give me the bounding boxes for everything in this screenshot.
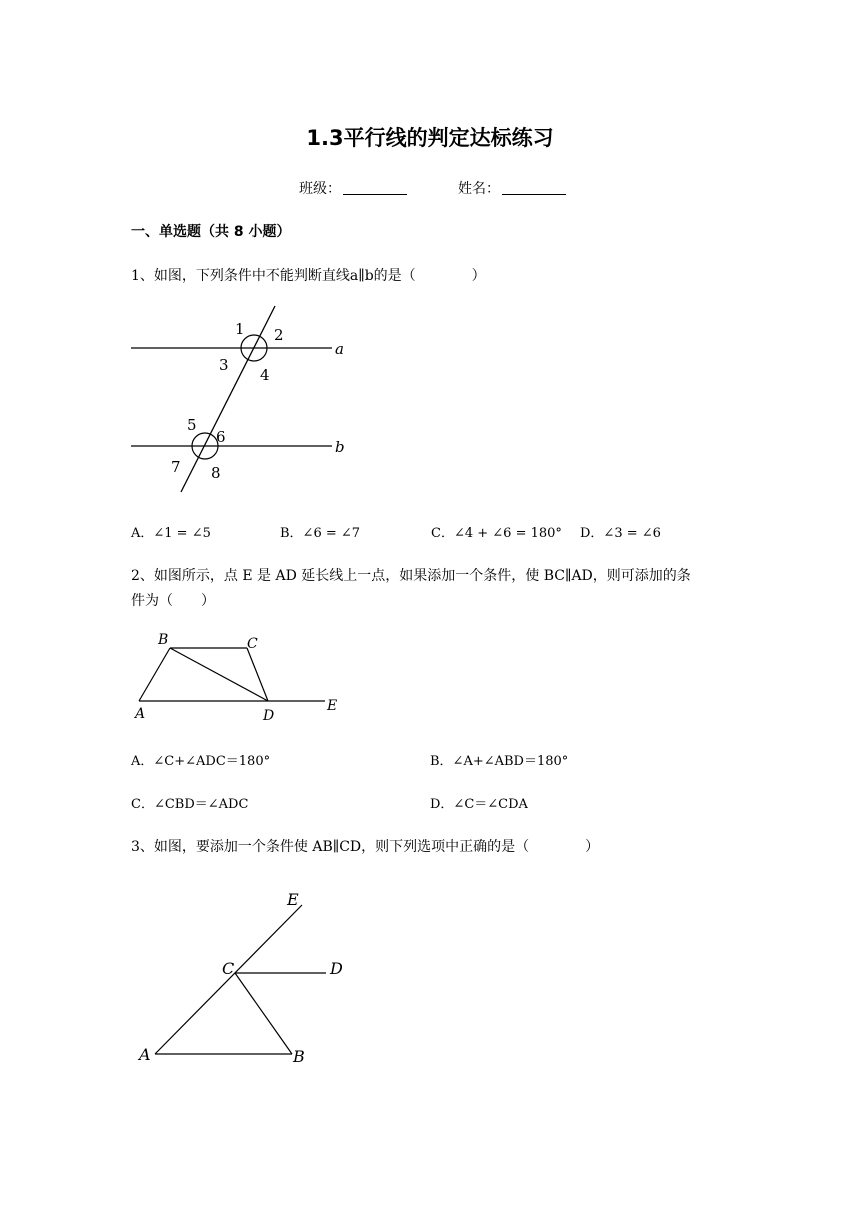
point-label-b: B (293, 1047, 305, 1066)
question-2-option-c[interactable]: C．∠CBD＝∠ADC (131, 797, 249, 812)
point-label-c: C (247, 636, 258, 652)
question-1-option-b[interactable]: B．∠6 = ∠7 (280, 526, 361, 541)
page-title: 1.3平行线的判定达标练习 (306, 126, 554, 150)
point-label-b: B (158, 632, 169, 648)
class-blank[interactable] (343, 180, 407, 195)
question-2-option-d[interactable]: D．∠C＝∠CDA (430, 797, 528, 812)
transversal (181, 306, 275, 492)
question-1-option-a[interactable]: A．∠1 = ∠5 (131, 526, 211, 541)
question-1-option-c[interactable]: C．∠4 + ∠6 = 180° (431, 526, 562, 541)
angle-label-3: 3 (219, 356, 229, 374)
question-2-stem-line-1: 2、如图所示，点 E 是 AD 延长线上一点，如果添加一个条件，使 BC∥AD，则可添加的条 (131, 568, 691, 584)
class-label: 班级： (299, 181, 341, 197)
angle-label-2: 2 (274, 326, 284, 344)
question-2-stem-line-2: 件为（ ） (131, 593, 215, 609)
name-field (458, 178, 566, 198)
point-label-d: D (263, 708, 275, 724)
angle-label-5: 5 (187, 416, 197, 434)
question-1-option-d[interactable]: D．∠3 = ∠6 (580, 526, 661, 541)
question-2-figure (125, 628, 355, 728)
name-blank[interactable] (502, 180, 566, 195)
point-label-e: E (327, 698, 338, 714)
line-label-b: b (335, 438, 345, 456)
point-label-e: E (287, 890, 299, 909)
line-label-a: a (335, 340, 344, 358)
name-label: 姓名： (458, 181, 500, 197)
question-2-option-b[interactable]: B．∠A+∠ABD＝180° (430, 754, 569, 769)
point-label-a: A (139, 1045, 151, 1064)
angle-label-7: 7 (171, 458, 181, 476)
question-2-option-a[interactable]: A．∠C+∠ADC＝180° (131, 754, 271, 769)
question-1-stem: 1、如图，下列条件中不能判断直线a∥b的是（ ） (131, 268, 486, 284)
point-label-d: D (330, 959, 343, 978)
question-3-stem: 3、如图，要添加一个条件使 AB∥CD，则下列选项中正确的是（ ） (131, 839, 600, 855)
angle-label-4: 4 (260, 366, 270, 384)
question-3-figure (125, 880, 365, 1080)
question-1-figure (125, 300, 365, 500)
point-label-c: C (222, 959, 235, 978)
angle-label-6: 6 (216, 428, 226, 446)
class-field (299, 178, 407, 198)
angle-label-1: 1 (235, 320, 245, 338)
section-heading: 一、单选题（共 8 小题） (131, 224, 291, 240)
point-label-a: A (135, 706, 146, 722)
angle-label-8: 8 (211, 464, 221, 482)
